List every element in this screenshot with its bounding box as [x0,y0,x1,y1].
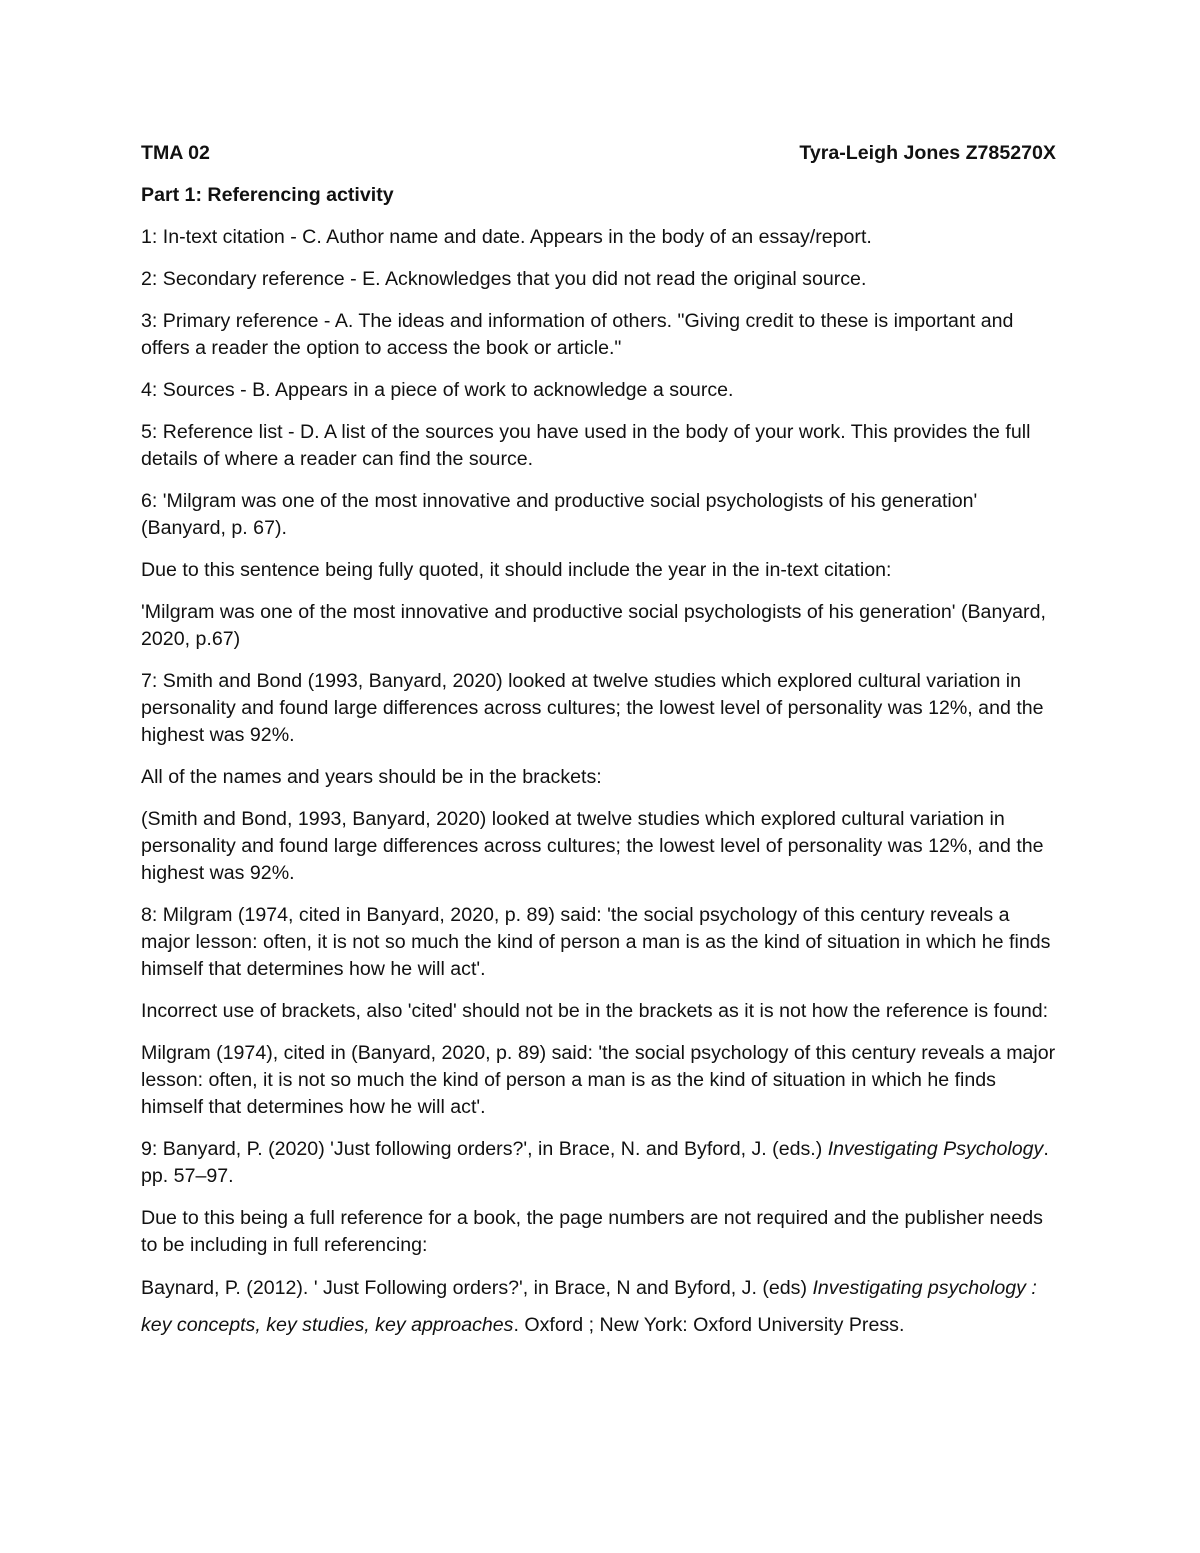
paragraph-10: All of the names and years should be in the brackets: [141,766,602,788]
paragraph-15 [141,1136,1056,1190]
paragraph-6: 6: 'Milgram was one of the most innovative and productive social psychologists of his generation' (Banyard, p. 67). [141,490,978,539]
document-header [141,140,1056,167]
reference-text: Baynard, P. (2012). ' Just Following orders?', in Brace, N and Byford, J. (eds) [141,1277,813,1299]
reference-text-end: . Oxford ; New York: Oxford University Press. [513,1314,905,1336]
book-title: Investigating psychology : key concepts, key studies, key approaches [141,1277,1037,1336]
paragraph-9: 7: Smith and Bond (1993, Banyard, 2020) looked at twelve studies which explored cultural variation in personality and found large differences across cultures; the lowest level of personality was 12%, and the highest was 92%. [141,670,1044,746]
paragraph-4: 4: Sources - B. Appears in a piece of work to acknowledge a source. [141,379,734,401]
paragraph-3: 3: Primary reference - A. The ideas and information of others. "Giving credit to these is important and offers a reader the option to access the book or article." [141,310,1014,359]
document-page [141,140,1056,1359]
student-name-id: Tyra-Leigh Jones Z785270X [799,142,1056,164]
paragraph-14: Milgram (1974), cited in (Banyard, 2020, p. 89) said: 'the social psychology of this century reveals a major lesson: often, it is not so much the kind of person a man is as the kind of situation in which he finds himself that determines how he will act'. [141,1042,1056,1118]
paragraph-5: 5: Reference list - D. A list of the sources you have used in the body of your work. This provides the full details of where a reader can find the source. [141,421,1031,470]
paragraph-8: 'Milgram was one of the most innovative and productive social psychologists of his generation' (Banyard, 2020, p.67) [141,601,1046,650]
reference-text-end: . pp. 57–97. [141,1138,1049,1187]
paragraph-12: 8: Milgram (1974, cited in Banyard, 2020, p. 89) said: 'the social psychology of this century reveals a major lesson: often, it is not so much the kind of person a man is as the kind of situation in which he finds himself that determines how he will act'. [141,904,1051,980]
assignment-code: TMA 02 [141,142,210,164]
book-title: Investigating Psychology [827,1138,1044,1160]
paragraph-7: Due to this sentence being fully quoted, it should include the year in the in-text citation: [141,559,892,581]
paragraph-17 [141,1270,1056,1344]
paragraph-13: Incorrect use of brackets, also 'cited' should not be in the brackets as it is not how the reference is found: [141,1000,1049,1022]
paragraph-16: Due to this being a full reference for a book, the page numbers are not required and the publisher needs to be including in full referencing: [141,1207,1043,1256]
section-title: Part 1: Referencing activity [141,184,394,206]
paragraph-1: 1: In-text citation - C. Author name and date. Appears in the body of an essay/report. [141,226,872,248]
paragraph-2: 2: Secondary reference - E. Acknowledges that you did not read the original source. [141,268,867,290]
reference-text: 9: Banyard, P. (2020) 'Just following orders?', in Brace, N. and Byford, J. (eds.) [141,1138,828,1160]
paragraph-11: (Smith and Bond, 1993, Banyard, 2020) looked at twelve studies which explored cultural variation in personality and found large differences across cultures; the lowest level of personality was 12%, and the highest was 92%. [141,808,1044,884]
